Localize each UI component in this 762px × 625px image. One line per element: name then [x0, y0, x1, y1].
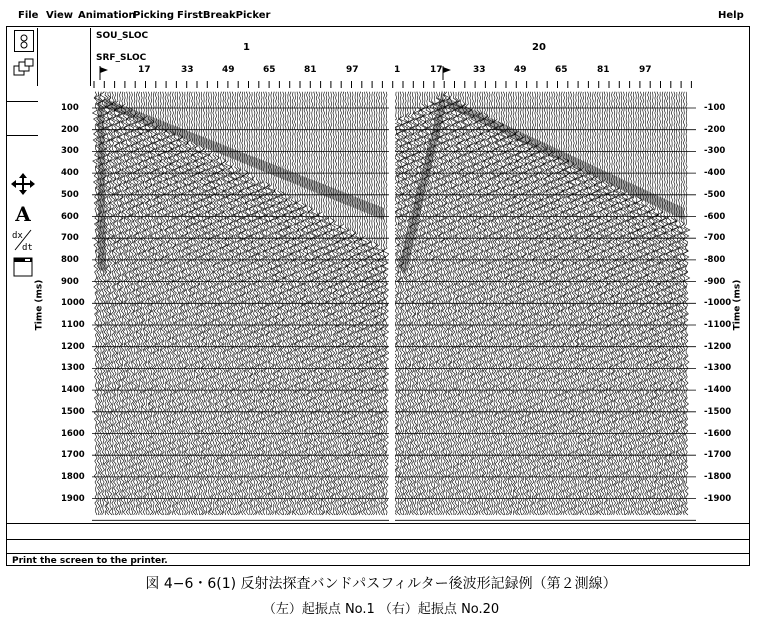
sou-sloc-label: SOU_SLOC [96, 31, 149, 41]
trace-tick: 97 [346, 65, 359, 75]
svg-text:dx: dx [12, 231, 23, 241]
time-tick-label: 400 [61, 168, 79, 179]
trace-tick: 17 [138, 65, 151, 75]
time-tick-label: -700 [704, 233, 726, 244]
windows-icon[interactable] [11, 58, 35, 80]
time-tick-label: -1500 [704, 406, 732, 417]
trace-tick: 81 [597, 65, 610, 75]
divider [6, 539, 750, 540]
panel-separator [389, 88, 395, 522]
left-axis-title: Time (ms) [34, 279, 45, 331]
move-icon[interactable] [11, 173, 35, 195]
menu-help[interactable]: Help [718, 10, 744, 21]
trace-tick: 33 [473, 65, 486, 75]
time-tick-label: 200 [61, 124, 79, 135]
time-tick-label: -300 [704, 146, 726, 157]
time-tick-label: 700 [61, 233, 79, 244]
seismic-section[interactable] [92, 88, 696, 522]
divider [6, 523, 750, 524]
time-tick-label: -400 [704, 168, 726, 179]
right-shot-number: 20 [532, 42, 546, 53]
time-tick-label: -1900 [704, 493, 732, 504]
time-tick-label: 1500 [61, 406, 85, 417]
time-tick-label: 300 [61, 146, 79, 157]
time-tick-label: -1100 [704, 320, 732, 330]
divider [6, 101, 38, 102]
time-tick-label: -500 [704, 189, 726, 200]
time-tick-label: 1600 [61, 428, 85, 439]
status-bar: Print the screen to the printer. [12, 556, 168, 566]
trace-tick: 49 [514, 65, 527, 75]
menu-firstbreakpicker[interactable]: FirstBreakPicker [177, 10, 271, 21]
time-tick-label: 1900 [61, 493, 85, 504]
trace-tick: 65 [555, 65, 568, 75]
left-shot-number: 1 [243, 42, 250, 53]
time-tick-label: -1200 [704, 341, 732, 352]
time-tick-label: 600 [61, 211, 79, 222]
time-tick-label: -1400 [704, 385, 732, 396]
toolbar [9, 28, 37, 258]
menu-view[interactable]: View [46, 10, 74, 21]
time-tick-label: -100 [704, 103, 726, 113]
window-icon[interactable] [11, 256, 35, 278]
menu-animation[interactable]: Animation [78, 10, 136, 21]
text-icon[interactable]: A [15, 202, 31, 226]
menu-file[interactable]: File [18, 10, 39, 21]
time-tick-label: 900 [61, 276, 79, 287]
menu-bar [6, 8, 754, 26]
trace-tick: 17 [430, 65, 443, 75]
trace-tick: 97 [639, 65, 652, 75]
time-tick-label: 1000 [61, 298, 85, 309]
derivative-icon[interactable] [11, 228, 35, 250]
srf-sloc-label: SRF_SLOC [96, 53, 147, 63]
zoom-icon[interactable] [14, 30, 34, 52]
time-tick-label: -200 [704, 124, 726, 135]
trace-tick: 65 [263, 65, 276, 75]
divider [6, 135, 38, 136]
time-tick-label: 1400 [61, 385, 85, 396]
time-tick-label: -1700 [704, 450, 732, 461]
time-tick-label: -900 [704, 276, 726, 287]
time-tick-label: -600 [704, 211, 726, 222]
trace-tick: 49 [222, 65, 235, 75]
figure-subcaption: （左）起振点 No.1 （右）起振点 No.20 [262, 602, 500, 617]
time-tick-label: 1300 [61, 363, 85, 374]
right-axis-title: Time (ms) [732, 279, 743, 331]
trace-tick: 81 [304, 65, 317, 75]
time-tick-label: -1300 [704, 363, 732, 374]
divider [6, 553, 750, 554]
svg-text:dt: dt [22, 243, 33, 252]
time-tick-label: 500 [61, 189, 79, 200]
time-tick-label: 1200 [61, 341, 85, 352]
divider [90, 28, 91, 86]
time-tick-label: 100 [61, 103, 79, 113]
time-tick-label: -800 [704, 254, 726, 265]
time-tick-label: -1800 [704, 471, 732, 482]
menu-picking[interactable]: Picking [133, 10, 175, 21]
trace-tick: 1 [394, 65, 401, 75]
time-tick-label: 1800 [61, 471, 85, 482]
time-tick-label: -1600 [704, 428, 732, 439]
figure-caption: 図 4−6・6(1) 反射法探査バンドパスフィルター後波形記録例（第２測線） [145, 576, 617, 592]
trace-tick-marks [92, 78, 696, 88]
time-tick-label: 1700 [61, 450, 85, 461]
time-tick-label: -1000 [704, 298, 732, 309]
divider [37, 28, 38, 86]
time-tick-label: 800 [61, 254, 79, 265]
time-tick-label: 1100 [61, 320, 85, 330]
trace-tick: 33 [181, 65, 194, 75]
